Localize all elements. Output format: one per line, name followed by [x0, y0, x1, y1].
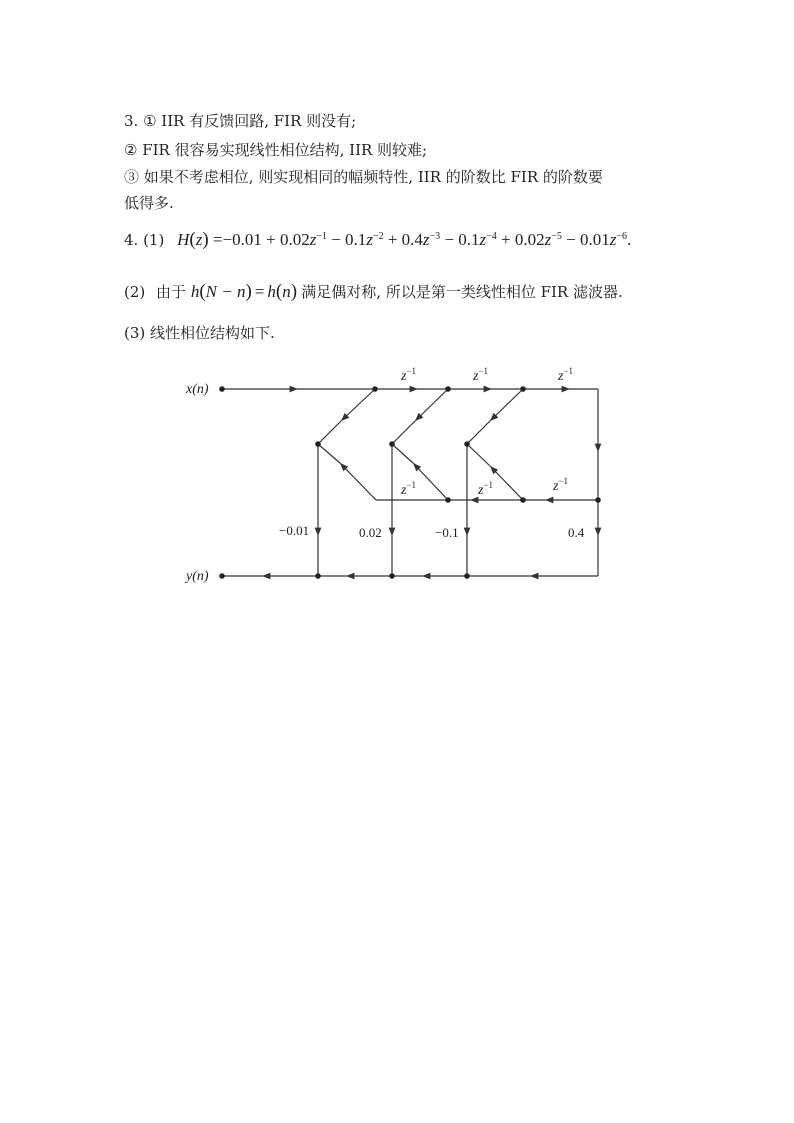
- node-input: [219, 386, 225, 392]
- delay-label-bottom-3: $z^{-1}$: [553, 476, 569, 494]
- part2-label: (2): [124, 283, 146, 301]
- node-top-1: [372, 386, 378, 392]
- node-bottom-2: [520, 497, 526, 503]
- node-out-2: [389, 573, 395, 579]
- term-4-exp: −4: [486, 231, 497, 242]
- h-lhs: h: [190, 282, 200, 301]
- part2-post: 满足偶对称, 所以是第一类线性相位 FIR 滤波器.: [301, 283, 623, 301]
- answer3-line3: ③ 如果不考虑相位, 则实现相同的幅频特性, IIR 的阶数比 FIR 的阶数要: [124, 168, 603, 186]
- node-output: [219, 573, 225, 579]
- part3-line: (3) 线性相位结构如下.: [124, 324, 275, 342]
- answer3-line2: ② FIR 很容易实现线性相位结构, IIR 则较难;: [124, 141, 428, 159]
- term-3-var: z: [422, 230, 430, 249]
- coef-label-2: 0.02: [359, 525, 382, 540]
- node-out-1: [315, 573, 321, 579]
- diag-top-2: [415, 389, 448, 421]
- diag-bot-2b: [392, 444, 413, 463]
- delay-label-bottom-2: $z^{-1}$: [478, 480, 494, 498]
- formula-end: .: [627, 230, 632, 249]
- node-bottom-1: [445, 497, 451, 503]
- term-6-coef: − 0.01: [566, 230, 610, 249]
- term-1-var: z: [309, 230, 317, 249]
- term-6-exp: −6: [616, 231, 628, 242]
- node-bottom-3: [595, 497, 601, 503]
- diag-bot-2: [413, 463, 448, 500]
- answer3-line1: 3. ① IIR 有反馈回路, FIR 则没有;: [124, 112, 357, 130]
- node-adder-2: [389, 441, 395, 447]
- output-label: y(n): [186, 569, 209, 584]
- arg-rhs: n: [282, 282, 291, 301]
- node-top-3: [520, 386, 526, 392]
- delay-label-top-3: $z^{-1}$: [558, 366, 574, 384]
- diag-top-2b: [392, 421, 415, 444]
- term-5-coef: + 0.02: [501, 230, 545, 249]
- term-3-exp: −3: [429, 231, 441, 242]
- node-adder-3: [464, 441, 470, 447]
- part1-label: 4. (1): [124, 231, 165, 249]
- term-2-coef: − 0.1: [331, 230, 367, 249]
- equals-sign: =: [212, 230, 223, 249]
- diag-bot-1b: [318, 444, 340, 463]
- part2-pre: 由于: [156, 283, 187, 301]
- eq: =: [254, 282, 265, 301]
- term-5-var: z: [544, 230, 552, 249]
- coef-label-4: 0.4: [568, 525, 585, 540]
- term-3-coef: + 0.4: [387, 230, 423, 249]
- node-out-3: [464, 573, 470, 579]
- term-1-coef: + 0.02: [266, 230, 310, 249]
- delay-label-top-1: $z^{-1}$: [401, 366, 417, 384]
- coef-label-1: −0.01: [279, 523, 310, 538]
- input-label: x(n): [186, 382, 209, 397]
- symmetry-condition: h(N − n) = h(n): [190, 281, 298, 302]
- delay-label-bottom-1: $z^{-1}$: [401, 480, 417, 498]
- term-2-var: z: [366, 230, 373, 249]
- h-symbol: H: [177, 230, 190, 249]
- answer3-line3-cont: 低得多.: [124, 194, 174, 212]
- arg-lhs: N − n: [205, 282, 246, 301]
- term-2-exp: −2: [372, 231, 384, 242]
- h-rhs: h: [267, 282, 276, 301]
- diag-bot-3b: [467, 444, 490, 466]
- node-adder-1: [315, 441, 321, 447]
- z-symbol: z: [195, 230, 203, 249]
- diag-top-1b: [318, 421, 341, 444]
- diag-top-3: [490, 389, 523, 421]
- diag-top-3b: [467, 421, 490, 444]
- diag-bot-1: [340, 463, 376, 500]
- coef-label-3: −0.1: [435, 525, 459, 540]
- term-5-exp: −5: [551, 231, 562, 242]
- term-4-var: z: [479, 230, 487, 249]
- diag-top-1: [341, 389, 375, 421]
- diag-bot-3: [490, 466, 523, 500]
- term-0-coef: −0.01: [222, 230, 262, 249]
- term-6-var: z: [609, 230, 617, 249]
- node-top-2: [445, 386, 451, 392]
- term-1-exp: −1: [316, 231, 327, 242]
- delay-label-top-2: $z^{-1}$: [473, 366, 489, 384]
- term-4-coef: − 0.1: [444, 230, 480, 249]
- transfer-function: $H(z) =-0.01 + 0.02z^{-1} - 0.1z^{-2} + 0.4z^{-3} - 0.1z^{-4} + 0.02z^{-5} - 0.01z^{-6}$.: [177, 229, 632, 250]
